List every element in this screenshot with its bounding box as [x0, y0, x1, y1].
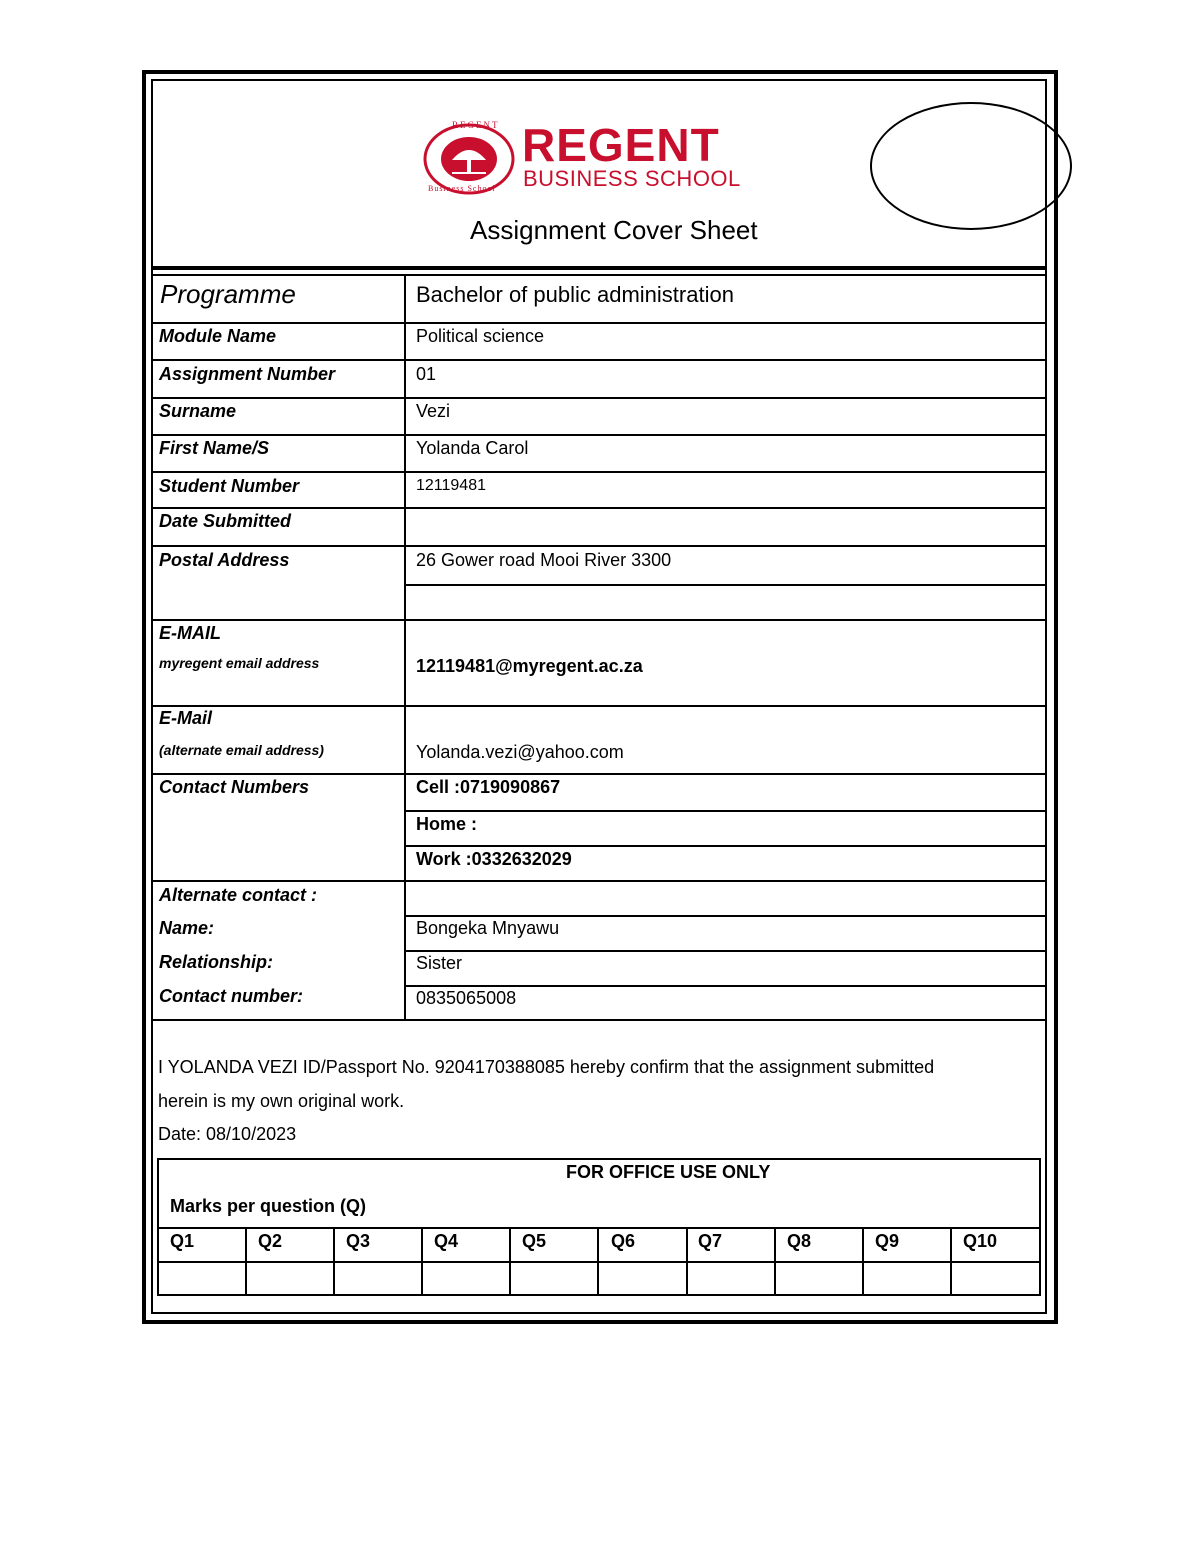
- alternate-contact-label: Alternate contact :: [159, 885, 318, 905]
- row-divider: [153, 773, 1046, 775]
- question-header: Q7: [698, 1231, 723, 1251]
- row-divider: [405, 845, 1046, 847]
- student-number-value[interactable]: 12119481: [416, 477, 486, 494]
- declaration-date: Date: 08/10/2023: [158, 1124, 297, 1144]
- q-divider: [862, 1228, 864, 1296]
- cell-number[interactable]: Cell :0719090867: [416, 777, 561, 797]
- page-title: Assignment Cover Sheet: [470, 215, 758, 245]
- row-divider: [153, 705, 1046, 707]
- programme-label: Programme: [160, 279, 296, 309]
- regent-logo: [422, 119, 782, 196]
- logo-ring-bottom-text: Business School: [428, 184, 496, 193]
- q-divider: [686, 1228, 688, 1296]
- row-divider: [153, 545, 1046, 547]
- office-use-title: FOR OFFICE USE ONLY: [566, 1162, 771, 1182]
- logo-ring-top-text: REGENT: [452, 120, 500, 130]
- alt-email-label: E-Mail: [159, 708, 213, 728]
- relationship-value[interactable]: Sister: [416, 953, 463, 973]
- row-divider: [153, 274, 1046, 276]
- logo-subtitle: BUSINESS SCHOOL: [523, 166, 741, 191]
- marks-per-question-label: Marks per question (Q): [170, 1196, 367, 1216]
- logo-name: REGENT: [522, 119, 720, 171]
- row-divider: [405, 915, 1046, 917]
- row-divider: [405, 985, 1046, 987]
- relationship-label: Relationship:: [159, 952, 274, 972]
- row-divider: [405, 810, 1046, 812]
- email-value[interactable]: 12119481@myregent.ac.za: [416, 656, 643, 676]
- alt-name-label: Name:: [159, 918, 215, 938]
- postal-address-label: Postal Address: [159, 550, 290, 570]
- row-divider: [153, 471, 1046, 473]
- question-header: Q2: [258, 1231, 283, 1251]
- row-divider: [405, 950, 1046, 952]
- q-divider: [509, 1228, 511, 1296]
- first-name-value[interactable]: Yolanda Carol: [416, 438, 529, 458]
- row-divider: [405, 584, 1046, 586]
- assignment-number-value[interactable]: 01: [416, 364, 437, 384]
- surname-value[interactable]: Vezi: [416, 401, 451, 421]
- question-header: Q4: [434, 1231, 459, 1251]
- surname-label: Surname: [159, 401, 237, 421]
- row-divider: [153, 880, 1046, 882]
- question-header: Q8: [787, 1231, 812, 1251]
- row-divider: [153, 1019, 1046, 1021]
- date-submitted-label: Date Submitted: [159, 511, 292, 531]
- work-number[interactable]: Work :0332632029: [416, 849, 572, 869]
- email-sublabel: myregent email address: [159, 655, 320, 671]
- q-divider: [245, 1228, 247, 1296]
- module-value[interactable]: Political science: [416, 326, 545, 346]
- declaration-line-1: I YOLANDA VEZI ID/Passport No. 9204170388085 hereby confirm that the assignment submitted: [158, 1057, 935, 1077]
- column-divider: [404, 274, 406, 1020]
- header-divider: [151, 266, 1047, 270]
- alt-name-value[interactable]: Bongeka Mnyawu: [416, 918, 560, 938]
- email-label: E-MAIL: [159, 623, 221, 643]
- alt-email-value[interactable]: Yolanda.vezi@yahoo.com: [416, 742, 624, 762]
- declaration-line-2: herein is my own original work.: [158, 1091, 405, 1111]
- home-number[interactable]: Home :: [416, 814, 478, 834]
- stamp-placeholder: [870, 102, 1072, 230]
- row-divider: [153, 434, 1046, 436]
- contact-numbers-label: Contact Numbers: [159, 777, 310, 797]
- question-header: Q1: [170, 1231, 195, 1251]
- alt-contact-number-value[interactable]: 0835065008: [416, 988, 517, 1008]
- q-divider: [421, 1228, 423, 1296]
- alt-contact-number-label: Contact number:: [159, 986, 303, 1006]
- row-divider: [153, 397, 1046, 399]
- student-number-label: Student Number: [159, 476, 300, 496]
- first-name-label: First Name/S: [159, 438, 270, 458]
- alt-email-sublabel: (alternate email address): [159, 742, 324, 758]
- office-divider: [157, 1227, 1041, 1229]
- office-divider: [157, 1261, 1041, 1263]
- question-header: Q3: [346, 1231, 371, 1251]
- q-divider: [774, 1228, 776, 1296]
- question-header: Q10: [963, 1231, 998, 1251]
- postal-address-value[interactable]: 26 Gower road Mooi River 3300: [416, 550, 672, 570]
- assignment-number-label: Assignment Number: [159, 364, 336, 384]
- question-header: Q9: [875, 1231, 900, 1251]
- row-divider: [153, 507, 1046, 509]
- q-divider: [950, 1228, 952, 1296]
- question-header: Q6: [611, 1231, 636, 1251]
- module-label: Module Name: [159, 326, 277, 346]
- question-header: Q5: [522, 1231, 547, 1251]
- row-divider: [153, 322, 1046, 324]
- q-divider: [333, 1228, 335, 1296]
- q-divider: [597, 1228, 599, 1296]
- row-divider: [153, 619, 1046, 621]
- programme-value[interactable]: Bachelor of public administration: [416, 282, 734, 307]
- row-divider: [153, 359, 1046, 361]
